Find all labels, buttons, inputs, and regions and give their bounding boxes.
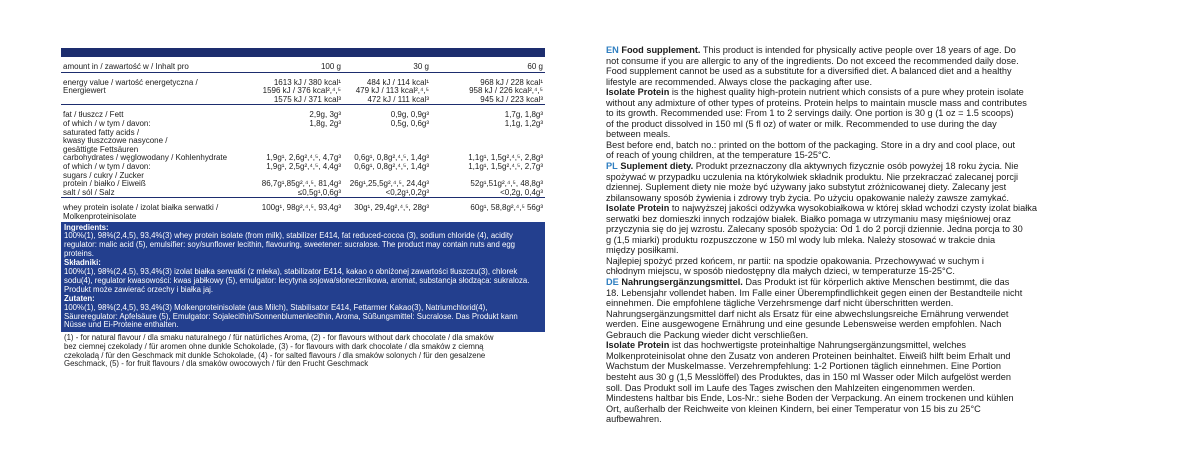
value-30g-line: 0,6g¹, 0,8g²,⁴,⁵, 1,4g³ bbox=[354, 161, 429, 171]
description-line bbox=[606, 235, 1090, 246]
nutrient-label bbox=[61, 204, 255, 221]
value-30g-line: 479 kJ / 113 kcal²,⁴,⁵ bbox=[355, 86, 429, 96]
body-text: aufbewahren. bbox=[606, 414, 662, 425]
description-line bbox=[606, 56, 1090, 67]
value-30g bbox=[343, 189, 431, 198]
body-text: 18. Lebensjahr vollendet haben. Im Falle einer Überempfindlichkeit gegen einen der Bestandteile nicht bbox=[606, 287, 1023, 298]
description-line bbox=[606, 182, 1090, 193]
header-row bbox=[61, 63, 545, 72]
body-text: not consume if you are allergic to any of the ingredients. Do not exceed the recommended daily dose. bbox=[606, 55, 1019, 66]
nutrient-label-line: saturated fatty acids / bbox=[63, 127, 140, 137]
description-line bbox=[606, 129, 1090, 140]
description-line bbox=[606, 298, 1090, 309]
value-60g-line: <0,2g, 0,4g³ bbox=[500, 187, 543, 197]
body-text: Food supplement cannot be used as a substitute for a diversified diet. A balanced diet and a healthy bbox=[606, 66, 1012, 77]
value-100g bbox=[255, 163, 343, 180]
nutrient-label-line: sugars / cukry / Zucker bbox=[63, 170, 144, 180]
nutrient-label-line: gesättigte Fettsäuren bbox=[63, 144, 139, 154]
ingredients-de-text: 100%(1), 98%(2,4,5), 93,4%(3) Molkenproteinisolate (aus Milch), Stabilisator E414, Fettarmer Kakao(3), Natriumchlorid(4), Säureregulator: Apfelsäure (5), Emulgator: Sojalecithin/Sonnenblumenlecithin, Aroma, Süßungsmittel: Sucralose. Das Produkt kann Nüsse und Ei-Proteine enthalten. bbox=[64, 302, 518, 330]
body-text: besteht aus 30 g (1,5 Messlöffel) des Produktes, das in 150 ml Wasser oder Milch aufgelöst werden bbox=[606, 371, 1011, 382]
value-100g-line: 100g¹, 98g²,⁴,⁵, 93,4g³ bbox=[261, 203, 341, 213]
description-line bbox=[606, 119, 1090, 130]
body-text: Nahrungsergänzungsmittel darf nicht als Ersatz für eine abwechslungsreiche Ernährung verwendet bbox=[606, 308, 1009, 319]
header-60g: 60 g bbox=[527, 62, 543, 71]
body-text: serwatki bez domieszki innych rodzajów białek. Białko pomaga w utrzymaniu masy mięśniowej oraz bbox=[606, 213, 1011, 224]
description-line bbox=[606, 414, 1090, 425]
row-sugars bbox=[61, 163, 545, 180]
description-line bbox=[606, 77, 1090, 88]
body-text: Gebrauch die Packung wieder dicht verschließen. bbox=[606, 329, 809, 340]
body-text: is the highest quality high-protein nutrient which consists of a pure whey protein isolate bbox=[669, 87, 1024, 98]
value-60g-line: 60g¹, 58,8g²,⁴,⁵ 56g³ bbox=[470, 203, 543, 213]
body-text: of the product dissolved in 150 ml (5 fl oz) of water or milk. Recommended to use during the day bbox=[606, 118, 997, 129]
body-text: soll. Das Produkt soll im Laufe des Tages zwischen den Mahlzeiten eingenommen werden. bbox=[606, 382, 976, 393]
nutrient-label-line: Energiewert bbox=[63, 86, 106, 96]
value-30g-line: 484 kJ / 114 kcal¹ bbox=[366, 77, 429, 87]
ingredients-en-title: Ingredients: bbox=[64, 222, 109, 232]
description-line bbox=[606, 161, 1090, 172]
value-60g bbox=[431, 189, 545, 198]
description-line bbox=[606, 256, 1090, 267]
lead-text: Food supplement. bbox=[621, 45, 701, 55]
body-text: zbilansowany sposób żywienia i zdrowy tryb życia. Po użyciu opakowanie należy zawsze zamykać. bbox=[606, 192, 1009, 203]
description-line bbox=[606, 383, 1090, 394]
description-line bbox=[606, 288, 1090, 299]
header-label: amount in / zawartość w / Inhalt pro bbox=[63, 62, 189, 71]
ingredients-pl-title: Składniki: bbox=[64, 258, 101, 268]
value-100g-line: 86,7g¹,85g²,⁴,⁵, 81,4g³ bbox=[261, 179, 341, 189]
value-30g bbox=[343, 120, 431, 154]
description-line bbox=[606, 140, 1090, 151]
nutrient-label-line: Molkenproteinisolate bbox=[63, 211, 137, 221]
body-text: Najlepiej spożyć przed końcem, nr partii: na spodzie opakowania. Przechowywać w suchym i bbox=[606, 255, 984, 266]
nutrient-label-line: carbohydrates / węglowodany / Kohlenhydrate bbox=[63, 153, 228, 163]
body-text: g (1,5 miarki) produktu rozpuszczone w 150 ml wody lub mleka. Należy stosować w trakcie dnia bbox=[606, 234, 996, 245]
description-line bbox=[606, 172, 1090, 183]
value-100g-line: 1,9g¹, 2,5g²,⁴,⁵, 4,4g³ bbox=[266, 161, 341, 171]
value-100g bbox=[255, 189, 343, 198]
nutrient-label-line: whey protein isolate / izolat białka serwatki / bbox=[63, 203, 219, 213]
language-code: PL bbox=[606, 161, 618, 172]
value-60g-line: 1,1g, 1,2g³ bbox=[504, 118, 543, 128]
value-100g bbox=[255, 79, 343, 105]
row-salt bbox=[61, 189, 545, 198]
value-100g-line: 1,9g¹, 2,6g²,⁴,⁵, 4,7g³ bbox=[266, 153, 341, 163]
ingredients-box bbox=[61, 222, 545, 333]
value-60g bbox=[431, 120, 545, 154]
nutrient-label bbox=[61, 189, 255, 198]
footnotes bbox=[61, 332, 545, 370]
value-30g-line: 30g¹, 29,4g²,⁴,⁵, 28g³ bbox=[354, 203, 429, 213]
body-text: between meals. bbox=[606, 129, 671, 140]
language-code: DE bbox=[606, 277, 619, 288]
body-text: dziennej. Suplement diety nie może być używany jako substytut zróżnicowanej diety. Zalecany jest bbox=[606, 182, 1007, 193]
body-text: to its growth. Recommended use: From 1 to 2 servings daily. One portion is 30 g (1 oz = 1.5 scoops) bbox=[606, 108, 1014, 119]
value-30g bbox=[343, 79, 431, 105]
nutrient-label-line: of which / w tym / davon: bbox=[63, 161, 151, 171]
value-60g-line: 968 kJ / 228 kcal¹ bbox=[480, 77, 543, 87]
table-top-bar bbox=[61, 48, 545, 57]
value-100g-line: 2,9g, 3g³ bbox=[309, 110, 341, 120]
lead-text: Isolate Protein bbox=[606, 203, 670, 214]
body-text: Molkenproteinisolat ohne den Zusatz von anderen Proteinen beinhaltet. Eiweiß hilft beim Erhalt und bbox=[606, 350, 1011, 361]
value-30g-line: <0,2g¹,0,2g³ bbox=[385, 187, 429, 197]
value-60g-line: 1,1g¹, 1,5g²,⁴,⁵, 2,7g³ bbox=[468, 161, 543, 171]
body-text: of reach of young children, at the temperature 15-25°C. bbox=[606, 150, 831, 161]
body-text: Wachstum der Muskelmasse. Verzehrempfehlung: 1-2 Portionen täglich einnehmen. Eine Portion bbox=[606, 361, 1001, 372]
nutrient-label-line: protein / białko / Eiweiß bbox=[63, 179, 146, 189]
lead-text: Isolate Protein bbox=[606, 87, 670, 98]
value-60g bbox=[431, 163, 545, 180]
header-100g: 100 g bbox=[320, 62, 341, 71]
body-text: Mindestens haltbar bis Ende, Los-Nr.: siehe Boden der Verpackung. An einem trockenen und kühlen bbox=[606, 393, 1014, 404]
body-text: Best before end, batch no.: printed on the bottom of the packaging. Store in a dry and cool place, out bbox=[606, 139, 1016, 150]
body-text: chłodnym miejscu, w sposób niedostępny dla małych dzieci, w temperaturze 15-25°C. bbox=[606, 266, 955, 277]
value-100g-line: 1596 kJ / 376 kcal²,⁴,⁵ bbox=[262, 86, 341, 96]
body-text: spożywać w przypadku uczulenia na którykolwiek składnik produktu. Nie przekraczać zalecanej porcji bbox=[606, 171, 1019, 182]
body-text: Ort, außerhalb der Reichweite von kleinen Kindern, bei einer Temperatur von 15 bis zu 25°C bbox=[606, 403, 981, 414]
description-line bbox=[606, 66, 1090, 77]
lead-text: Suplement diety. bbox=[620, 161, 694, 172]
nutrient-label bbox=[61, 79, 255, 105]
description-line bbox=[606, 404, 1090, 415]
value-60g-line: 945 kJ / 223 kcal³ bbox=[480, 94, 543, 104]
description-line bbox=[606, 266, 1090, 277]
body-text: między posiłkami. bbox=[606, 245, 679, 256]
ingredients-de-title: Zutaten: bbox=[64, 293, 95, 303]
description-line bbox=[606, 203, 1090, 214]
description-line bbox=[606, 214, 1090, 225]
product-description bbox=[606, 45, 1090, 425]
nutrition-table bbox=[61, 57, 545, 222]
value-100g-line: 1613 kJ / 380 kcal¹ bbox=[273, 77, 341, 87]
row-wpi bbox=[61, 204, 545, 221]
value-60g bbox=[431, 204, 545, 221]
nutrition-panel bbox=[61, 48, 545, 371]
header-30g: 30 g bbox=[413, 62, 429, 71]
row-energy bbox=[61, 79, 545, 105]
nutrient-label-line: kwasy tłuszczowe nasycone / bbox=[63, 136, 168, 146]
value-30g bbox=[343, 163, 431, 180]
lead-text: Isolate Protein bbox=[606, 340, 670, 351]
value-100g-line: ≤0,5g¹,0,6g³ bbox=[297, 187, 341, 197]
description-line bbox=[606, 87, 1090, 98]
value-30g-line: 26g¹,25,5g²,⁴,⁵, 24,4g³ bbox=[349, 179, 429, 189]
body-text: Produkt przeznaczony dla aktywnych fizycznie osób powyżej 18 roku życia. Nie bbox=[693, 161, 1019, 172]
value-100g bbox=[255, 120, 343, 154]
value-60g-line: 958 kJ / 226 kcal²,⁴,⁵ bbox=[469, 86, 543, 96]
nutrient-label-line: salt / sól / Salz bbox=[63, 187, 115, 197]
description-line bbox=[606, 309, 1090, 320]
value-60g-line: 1,1g¹, 1,5g²,⁴,⁵, 2,8g³ bbox=[468, 153, 543, 163]
body-text: without any admixture of other types of proteins. Protein helps to maintain muscle mass and contributes bbox=[606, 97, 1027, 108]
description-line bbox=[606, 361, 1090, 372]
description-line bbox=[606, 45, 1090, 56]
body-text: to najwyższej jakości odżywka wysokobiałkowa w której skład wchodzi czysty izolat białka bbox=[669, 203, 1037, 214]
description-line bbox=[606, 330, 1090, 341]
value-30g-line: 472 kJ / 111 kcal³ bbox=[367, 94, 429, 104]
value-30g-line: 0,6g¹, 0,8g²,⁴,⁵, 1,4g³ bbox=[354, 153, 429, 163]
footnote-line: czekoladą / für den Geschmack mit dunkle Schokolade, (4) - for salted flavours / dla smaków solonych / für den gesalzene bbox=[64, 350, 486, 360]
body-text: werden. Eine ausgewogene Ernährung und eine gesunde Lebensweise werden empfohlen. Nach bbox=[606, 319, 1002, 330]
description-line bbox=[606, 150, 1090, 161]
value-60g-line: 1,7g, 1,8g³ bbox=[504, 110, 543, 120]
body-text: ist das hochwertigste proteinhaltige Nahrungsergänzungsmittel, welches bbox=[669, 340, 967, 351]
footnote-line: bez ciemnej czekolady / für aromen ohne dunkle Schokolade, (3) - for flavours with dark chocolate / dla smaków z ciemną bbox=[64, 341, 484, 351]
description-line bbox=[606, 224, 1090, 235]
ingredients-pl-text: 100%(1), 98%(2,4,5), 93,4%(3) izolat białka serwatki (z mleka), stabilizator E414, kakao o obniżonej zawartości tłuszczu(3), chlorek sodu(4), regulator kwasowości: kwas jabłkowy (5), emulgator: lecytyna sojowa/słonecznikowa, aromat, substancja słodząca: sukraloza. Produkt może zawierać orzechy i białka jaj. bbox=[64, 267, 530, 294]
body-text: przyczynia się do jej wzrostu. Zalecany sposób spożycia: Od 1 do 2 porcji dziennie. Jedna porcja to 30 bbox=[606, 224, 1023, 235]
description-line bbox=[606, 193, 1090, 204]
language-code: EN bbox=[606, 45, 619, 55]
ingredients-en-text: 100%(1), 98%(2,4,5), 93,4%(3) whey protein isolate (from milk), stabilizer E414, fat reduced-cocoa (3), sodium chloride (4), acidity regulator: malic acid (5), emulsifier: soy/sunflower lecithin, flavouring, sweetener: sucralose. The product may contain nuts and egg proteins. bbox=[64, 231, 515, 259]
value-100g-line: 1575 kJ / 371 kcal³ bbox=[273, 94, 341, 104]
description-line bbox=[606, 393, 1090, 404]
description-line bbox=[606, 245, 1090, 256]
value-60g bbox=[431, 79, 545, 105]
value-100g-line: 1,8g, 2g³ bbox=[309, 118, 341, 128]
nutrient-label-line: of which / w tym / davon: bbox=[63, 118, 151, 128]
body-text: lifestyle are recommended. Always close the packaging after use. bbox=[606, 76, 873, 87]
body-text: Das Produkt ist für körperlich aktive Menschen bestimmt, die das bbox=[742, 277, 1010, 288]
body-text: This product is intended for physically active people over 18 years of age. Do bbox=[700, 45, 1016, 55]
description-line bbox=[606, 351, 1090, 362]
footnote-line: Geschmack, (5) - for fruit flavours / dla smaków owocowych / für den Frucht Geschmack bbox=[64, 359, 369, 369]
description-line bbox=[606, 108, 1090, 119]
nutrient-label bbox=[61, 120, 255, 154]
value-30g bbox=[343, 204, 431, 221]
value-30g-line: 0,9g, 0,9g³ bbox=[390, 110, 429, 120]
description-line bbox=[606, 372, 1090, 383]
value-60g-line: 52g¹,51g²,⁴,⁵, 48,8g³ bbox=[470, 179, 543, 189]
description-line bbox=[606, 277, 1090, 288]
nutrient-label bbox=[61, 163, 255, 180]
description-line bbox=[606, 319, 1090, 330]
row-saturates bbox=[61, 120, 545, 154]
body-text: einnehmen. Die empfohlene tägliche Verzehrsmenge darf nicht überschritten werden. bbox=[606, 298, 954, 309]
value-30g-line: 0,5g, 0,6g³ bbox=[390, 118, 429, 128]
description-line bbox=[606, 98, 1090, 109]
description-line bbox=[606, 340, 1090, 351]
footnote-line: (1) - for natural flavour / dla smaku naturalnego / für natürliches Aroma, (2) - for flavours without dark chocolate / dla smaków bbox=[64, 333, 494, 343]
value-100g bbox=[255, 204, 343, 221]
lead-text: Nahrungsergänzungsmittel. bbox=[621, 277, 743, 288]
nutrient-label-line: fat / tłuszcz / Fett bbox=[63, 110, 124, 120]
nutrient-label-line: energy value / wartość energetyczna / bbox=[63, 77, 198, 87]
